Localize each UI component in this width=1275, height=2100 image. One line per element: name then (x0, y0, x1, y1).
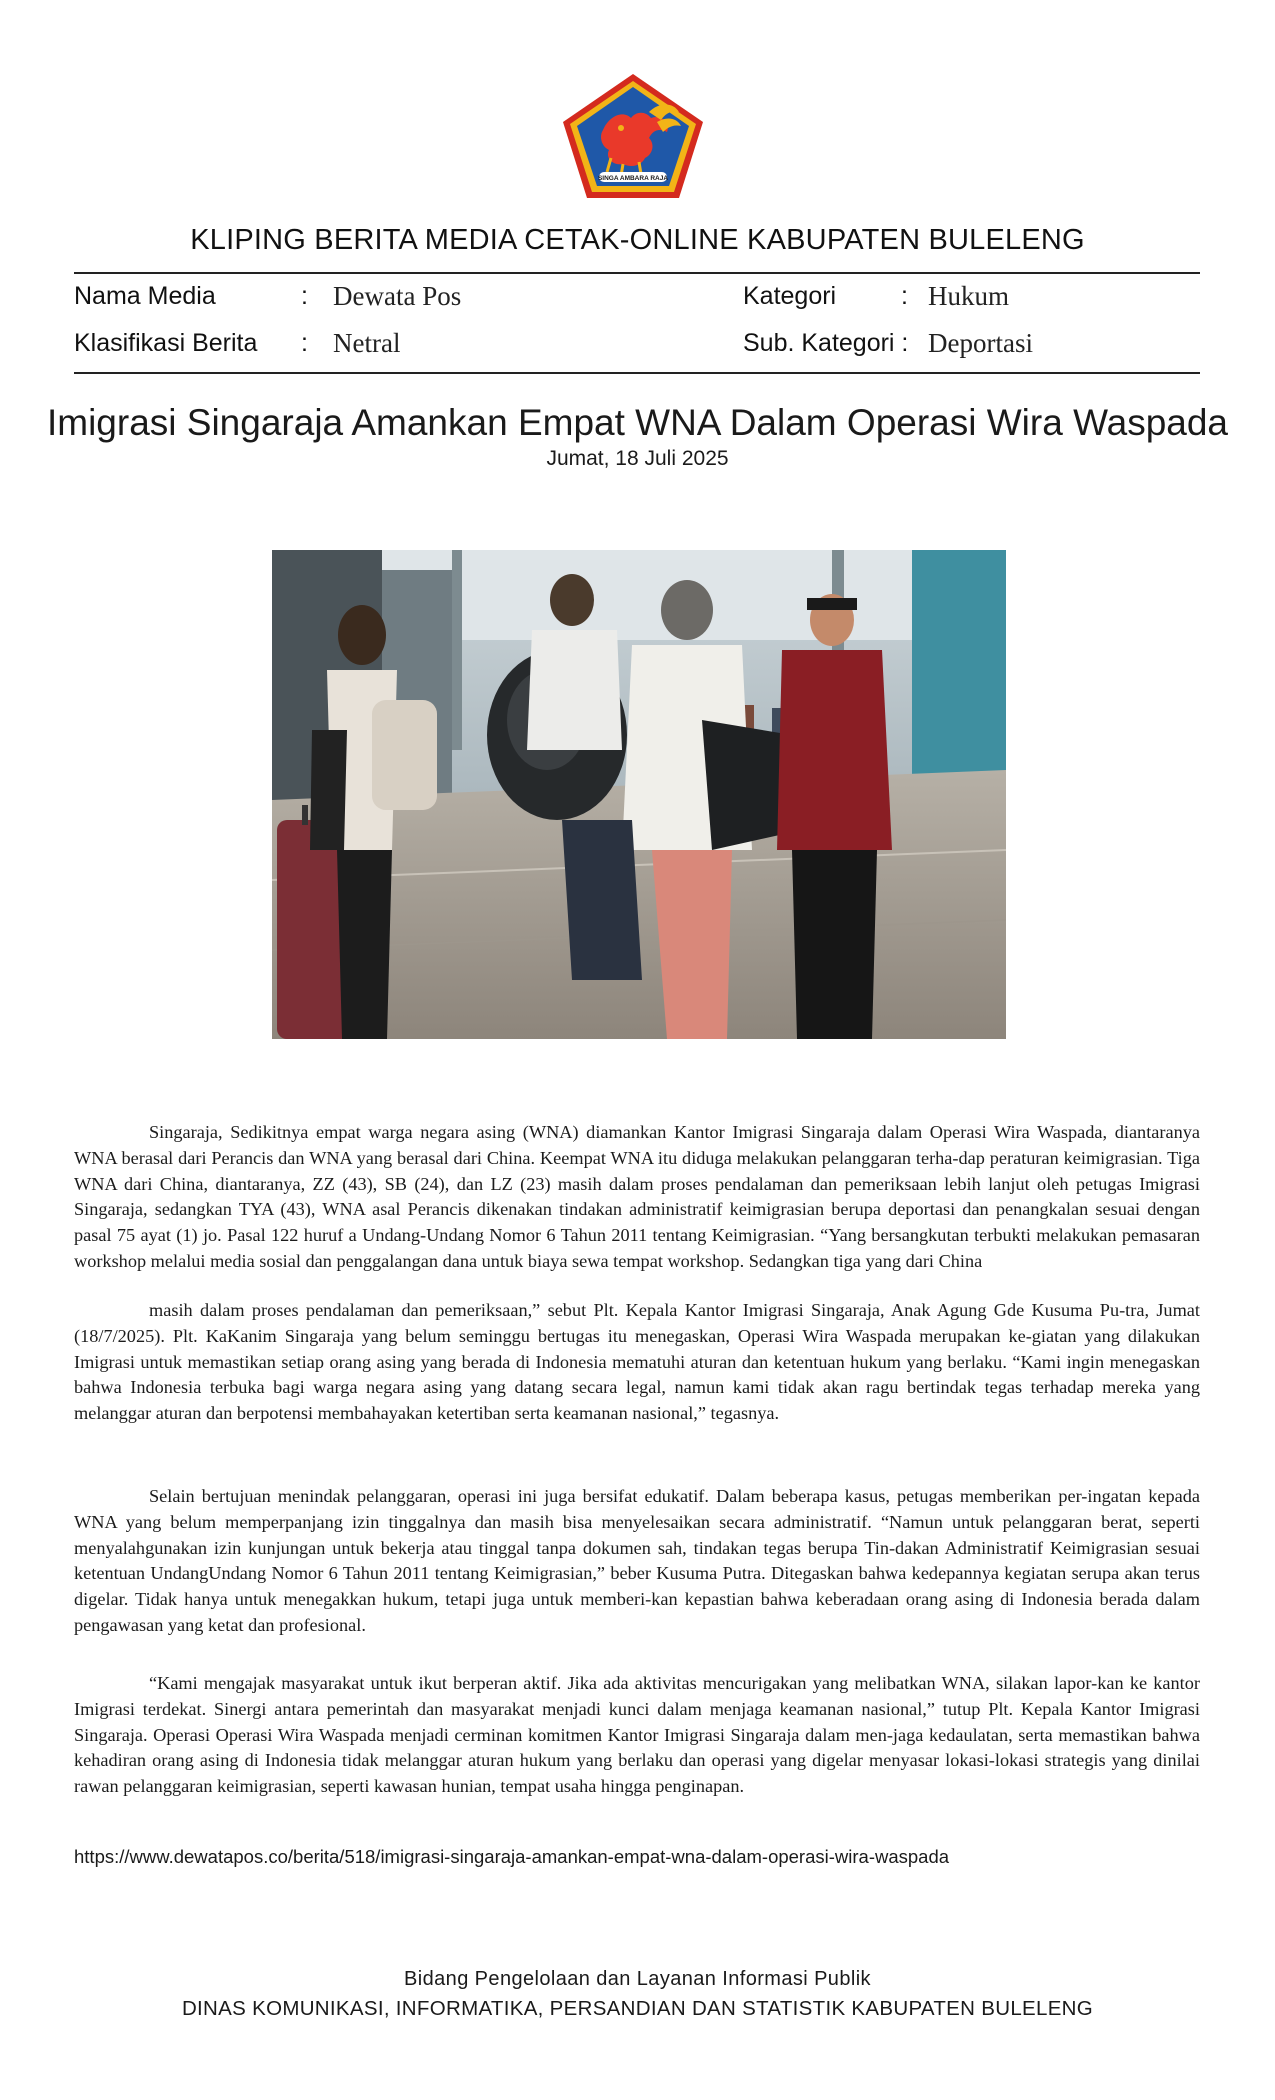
klasifikasi-berita-value: Netral (333, 328, 401, 358)
nama-media-value: Dewata Pos (333, 281, 462, 311)
article-photo (272, 550, 1006, 1039)
article-paragraph-4: “Kami mengajak masyarakat untuk ikut berperan aktif. Jika ada aktivitas mencurigakan yang melibatkan WNA, silakan lapor-kan ke kantor Imigrasi terdekat. Sinergi antara pemerintah dan masyarakat menjadi kunci dalam menjaga keamanan nasional,” tutup Plt. Kepala Kantor Imigrasi Singaraja. Operasi Operasi Wira Waspada menjadi cerminan komitmen Kantor Imigrasi Singaraja dalam men-jaga kedaulatan, serta memastikan bahwa kehadiran orang asing di Indonesia tidak melanggar aturan hukum yang berlaku dan operasi yang digelar menyasar lokasi-lokasi strategis yang dinilai rawan pelanggaran keimigrasian, seperti kawasan hunian, tempat usaha hingga penginapan. (74, 1673, 1200, 1797)
header-divider-bottom (74, 372, 1200, 374)
buleleng-regency-emblem (561, 72, 705, 200)
footer-division: Bidang Pengelolaan dan Layanan Informasi Publik (404, 1968, 871, 1990)
source-url[interactable]: https://www.dewatapos.co/berita/518/imigrasi-singaraja-amankan-empat-wna-dalam-operasi-wira-waspada (74, 1846, 950, 1867)
article-paragraph-1: Singaraja, Sedikitnya empat warga negara asing (WNA) diamankan Kantor Imigrasi Singaraja dalam Operasi Wira Waspada, diantaranya WNA berasal dari Perancis dan WNA yang berasal dari China. Keempat WNA itu diduga melakukan pelanggaran terha-dap peraturan keimigrasian. Tiga WNA dari China, diantaranya, ZZ (43), SB (24), dan LZ (23) masih dalam proses pendalaman dan pemeriksaan lebih lanjut oleh petugas Imigrasi Singaraja, sedangkan TYA (43), WNA asal Perancis dikenakan tindakan administratif keimigrasian berupa deportasi dan penangkalan sesuai dengan pasal 75 ayat (1) jo. Pasal 122 huruf a Undang-Undang Nomor 6 Tahun 2011 tentang Keimigrasian. “Yang bersangkutan terbukti melakukan pemasaran workshop melalui media sosial dan penggalangan dana untuk biaya sewa tempat workshop. Sedangkan tiga yang dari China (74, 1122, 1200, 1271)
nama-media-colon: : (301, 282, 308, 310)
sub-kategori-label: Sub. Kategori : (743, 329, 909, 357)
footer-agency: DINAS KOMUNIKASI, INFORMATIKA, PERSANDIAN DAN STATISTIK KABUPATEN BULELENG (181, 1997, 1094, 2020)
article-paragraph-3: Selain bertujuan menindak pelanggaran, operasi ini juga bersifat edukatif. Dalam beberapa kasus, petugas memberikan per-ingatan kepada WNA yang belum memperpanjang izin tinggalnya dan masih bisa menyelesaikan secara administratif. “Namun untuk pelanggaran berat, seperti menyalahgunakan izin kunjungan untuk bekerja atau tinggal tanpa dokumen sah, tindakan tegas berupa Tin-dakan Administratif Keimigrasian sesuai ketentuan UndangUndang Nomor 6 Tahun 2011 tentang Keimigrasian,” beber Kusuma Putra. Ditegaskan bahwa kedepannya kegiatan serupa akan terus digelar. Tidak hanya untuk menegakkan hukum, tetapi juga untuk memberi-kan kepastian bahwa keberadaan orang asing di Indonesia berada dalam pengawasan yang ketat dan profesional. (74, 1486, 1200, 1635)
clipping-header-title: KLIPING BERITA MEDIA CETAK-ONLINE KABUPATEN BULELENG (190, 224, 1085, 256)
sub-kategori-value: Deportasi (928, 328, 1033, 358)
nama-media-label: Nama Media (74, 282, 216, 310)
article-date: Jumat, 18 Juli 2025 (546, 447, 729, 470)
header-divider-top (74, 272, 1200, 274)
emblem-caption: SINGA AMBARA RAJA (597, 175, 669, 182)
article-paragraph-2: masih dalam proses pendalaman dan pemeriksaan,” sebut Plt. Kepala Kantor Imigrasi Singaraja, Anak Agung Gde Kusuma Pu-tra, Jumat (18/7/2025). Plt. KaKanim Singaraja yang belum seminggu bertugas itu menegaskan, Operasi Wira Waspada merupakan ke-giatan yang dilakukan Imigrasi untuk memastikan setiap orang asing yang berada di Indonesia mematuhi aturan dan ketentuan hukum yang berlaku. “Kami ingin menegaskan bahwa Indonesia terbuka bagi warga negara asing yang datang secara legal, namun kami tidak akan ragu bertindak tegas terhadap mereka yang melanggar aturan dan berpotensi membahayakan ketertiban serta keamanan nasional,” tegasnya. (74, 1300, 1200, 1424)
klasifikasi-berita-colon: : (301, 329, 308, 357)
article-headline: Imigrasi Singaraja Amankan Empat WNA Dalam Operasi Wira Waspada (46, 402, 1229, 443)
kategori-value: Hukum (928, 281, 1009, 311)
klasifikasi-berita-label: Klasifikasi Berita (74, 329, 258, 357)
kategori-label: Kategori (743, 282, 837, 310)
kategori-colon: : (901, 282, 908, 310)
